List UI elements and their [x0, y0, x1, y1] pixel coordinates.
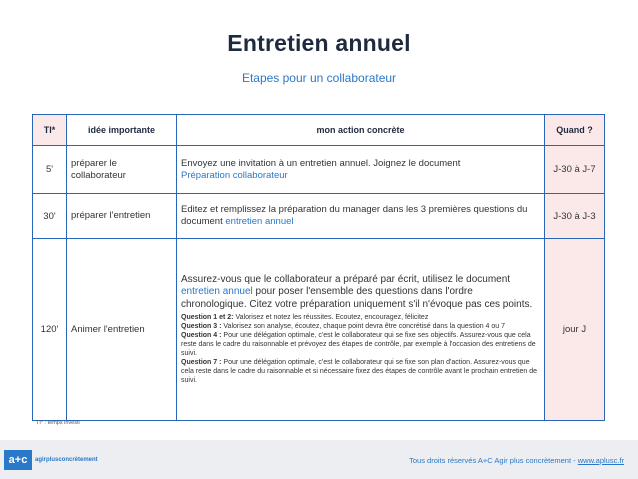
- detail-label: Question 3 :: [181, 323, 222, 331]
- cell-ti: 120': [33, 239, 67, 421]
- detail-text: Pour une délégation optimale, c'est le collaborateur qui se fixe son plan d'action. Assurez-vous que cela reste dans le cadre du raisonnable et si nécessaire fixez des étapes de contrôle avant le prochain entretien de suivi.: [181, 359, 538, 385]
- footnote: TI* : temps investi: [36, 420, 80, 426]
- cell-ti: 30': [33, 194, 67, 239]
- brand-logo: a+c: [4, 450, 32, 470]
- table-row: [33, 146, 605, 194]
- cell-action: [177, 146, 545, 194]
- document-link[interactable]: entretien annuel: [225, 216, 294, 227]
- website-link[interactable]: www.aplusc.fr: [577, 456, 624, 465]
- cell-ti: 5': [33, 146, 67, 194]
- question-details: [181, 313, 540, 385]
- detail-item: [181, 331, 540, 358]
- detail-text: Pour une délégation optimale, c'est le collaborateur qui se fixe ses objectifs. Assurez-vous que cela reste dans le cadre du raisonnable et prévoyez des étapes de contrôle, par exemple à l'occasion des entretiens de suivi.: [181, 332, 536, 358]
- cell-action: [177, 239, 545, 421]
- document-link[interactable]: Préparation collaborateur: [181, 169, 288, 181]
- cell-action: [177, 194, 545, 239]
- detail-label: Question 7 :: [181, 359, 222, 367]
- cell-quand: J-30 à J-7: [545, 146, 605, 194]
- table-row: [33, 239, 605, 421]
- detail-item: [181, 313, 540, 322]
- brand-tagline: agirplusconcrètement: [35, 457, 98, 463]
- action-main-text: [181, 274, 540, 312]
- copyright-text: Tous droits réservés A+C Agir plus concrètement -: [409, 456, 576, 465]
- header-action: mon action concrète: [177, 115, 545, 146]
- table-row: [33, 194, 605, 239]
- header-quand: Quand ?: [545, 115, 605, 146]
- cell-idea: Animer l'entretien: [67, 239, 177, 421]
- action-intro: Assurez-vous que le collaborateur a préparé par écrit, utilisez le document: [181, 273, 511, 285]
- cell-quand: J-30 à J-3: [545, 194, 605, 239]
- detail-label: Question 4 :: [181, 332, 222, 340]
- cell-idea: préparer l'entretien: [67, 194, 177, 239]
- table-header-row: [33, 115, 605, 146]
- detail-item: [181, 358, 540, 385]
- detail-text: Valorisez son analyse, écoutez, chaque point devra être concrétisé dans la question 4 ou 7: [223, 323, 506, 331]
- cell-idea: préparer le collaborateur: [67, 146, 177, 194]
- header-idea: idée importante: [67, 115, 177, 146]
- detail-item: [181, 322, 540, 331]
- action-rest: pour poser l'ensemble des questions dans l'ordre chronologique. Citez votre préparation uniquement s'il n'évoque pas ces points.: [181, 286, 533, 310]
- action-text: Editez et remplissez la préparation du manager dans les 3 premières questions du document: [181, 204, 528, 227]
- detail-text: Valorisez et notez les réussites. Ecoutez, encouragez, félicitez: [235, 314, 429, 322]
- page-title: Entretien annuel: [227, 30, 411, 56]
- page-subtitle: Etapes pour un collaborateur: [241, 71, 397, 85]
- document-link[interactable]: entretien annuel: [181, 286, 253, 298]
- cell-quand: jour J: [545, 239, 605, 421]
- detail-label: Question 1 et 2:: [181, 314, 234, 322]
- footer: [0, 440, 638, 479]
- steps-table: [32, 114, 605, 421]
- action-text: Envoyez une invitation à un entretien annuel. Joignez le document: [181, 157, 461, 169]
- header-ti: TI*: [33, 115, 67, 146]
- copyright: [409, 456, 624, 465]
